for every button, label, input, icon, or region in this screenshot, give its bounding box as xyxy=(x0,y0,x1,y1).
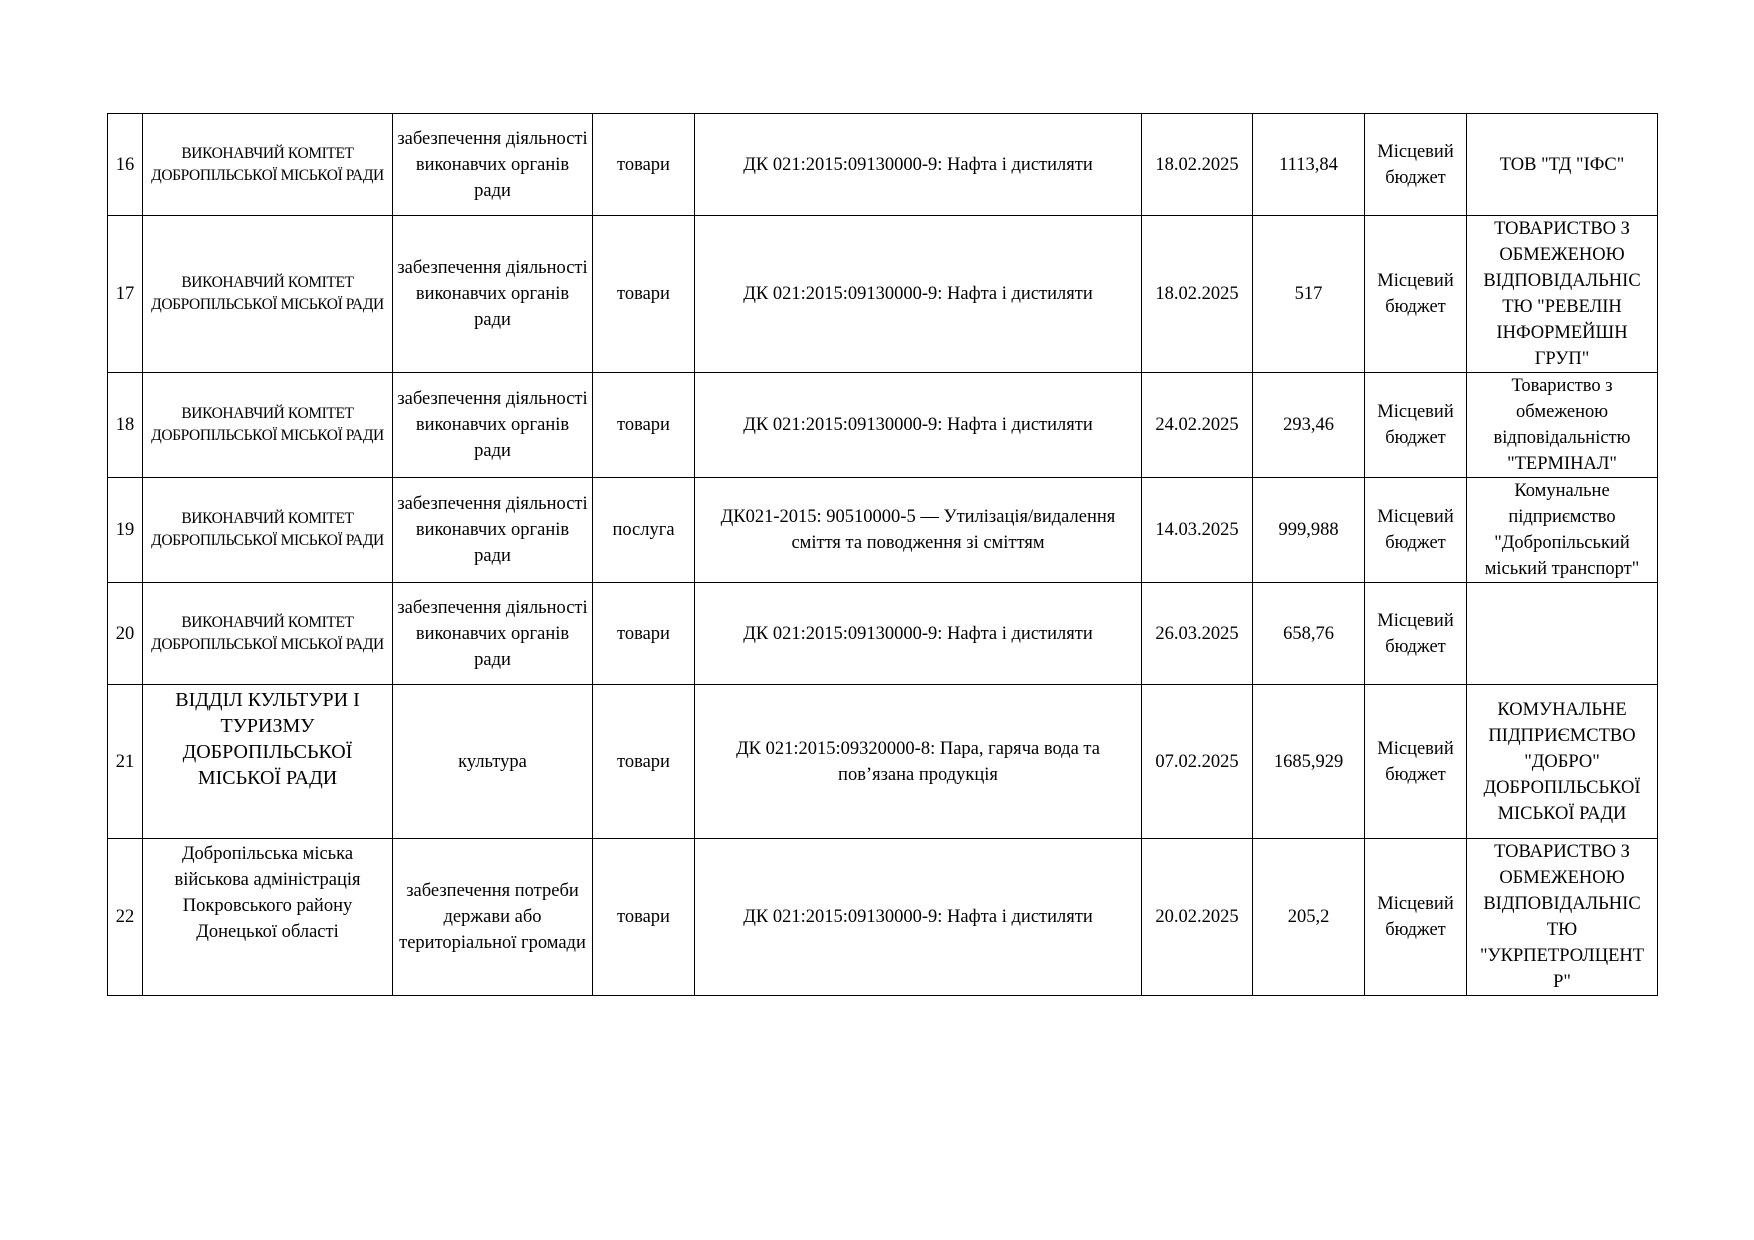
customer-cell xyxy=(143,583,393,685)
subject-cell: ДК021-2015: 90510000-5 — Утилізація/видалення сміття та поводження зі сміттям xyxy=(695,478,1142,583)
procurement-type-cell: послуга xyxy=(593,478,695,583)
date-cell: 24.02.2025 xyxy=(1142,373,1253,478)
funding-source-cell: Місцевий бюджет xyxy=(1365,839,1467,996)
date-cell: 20.02.2025 xyxy=(1142,839,1253,996)
amount-cell: 205,2 xyxy=(1253,839,1365,996)
row-number: 21 xyxy=(108,685,143,839)
funding-source-cell: Місцевий бюджет xyxy=(1365,478,1467,583)
row-number: 22 xyxy=(108,839,143,996)
purpose-cell: забезпечення потреби держави або територіальної громади xyxy=(393,839,593,996)
customer-name: ВИКОНАВЧИЙ КОМІТЕТ ДОБРОПІЛЬСЬКОЇ МІСЬКОЇ РАДИ xyxy=(151,613,384,653)
subject-cell: ДК 021:2015:09130000-9: Нафта і дистиляти xyxy=(695,216,1142,373)
procurement-type-cell: товари xyxy=(593,685,695,839)
date-cell: 07.02.2025 xyxy=(1142,685,1253,839)
customer-name: ВИКОНАВЧИЙ КОМІТЕТ ДОБРОПІЛЬСЬКОЇ МІСЬКОЇ РАДИ xyxy=(151,405,384,444)
customer-name: ВИКОНАВЧИЙ КОМІТЕТ ДОБРОПІЛЬСЬКОЇ МІСЬКОЇ РАДИ xyxy=(151,274,384,313)
row-number: 19 xyxy=(108,478,143,583)
amount-cell: 293,46 xyxy=(1253,373,1365,478)
table-row xyxy=(108,373,1658,478)
funding-source-cell: Місцевий бюджет xyxy=(1365,583,1467,685)
purpose-cell: забезпечення діяльності виконавчих органів ради xyxy=(393,114,593,216)
supplier-cell xyxy=(1467,583,1658,685)
customer-name: ВИКОНАВЧИЙ КОМІТЕТ ДОБРОПІЛЬСЬКОЇ МІСЬКОЇ РАДИ xyxy=(151,144,384,184)
subject-cell: ДК 021:2015:09320000-8: Пара, гаряча вода та пов’язана продукція xyxy=(695,685,1142,839)
customer-cell xyxy=(143,373,393,478)
table-row xyxy=(108,583,1658,685)
purpose-cell: забезпечення діяльності виконавчих органів ради xyxy=(393,478,593,583)
procurement-type-cell: товари xyxy=(593,583,695,685)
row-number: 16 xyxy=(108,114,143,216)
funding-source-cell: Місцевий бюджет xyxy=(1365,216,1467,373)
procurement-type-cell: товари xyxy=(593,373,695,478)
date-cell: 26.03.2025 xyxy=(1142,583,1253,685)
subject-cell: ДК 021:2015:09130000-9: Нафта і дистиляти xyxy=(695,839,1142,996)
amount-cell: 1113,84 xyxy=(1253,114,1365,216)
row-number: 20 xyxy=(108,583,143,685)
funding-source-cell: Місцевий бюджет xyxy=(1365,373,1467,478)
customer-name: ВИКОНАВЧИЙ КОМІТЕТ ДОБРОПІЛЬСЬКОЇ МІСЬКОЇ РАДИ xyxy=(151,510,384,549)
purpose-cell: забезпечення діяльності виконавчих органів ради xyxy=(393,583,593,685)
subject-cell: ДК 021:2015:09130000-9: Нафта і дистиляти xyxy=(695,373,1142,478)
table-row xyxy=(108,114,1658,216)
purpose-cell: культура xyxy=(393,685,593,839)
table-row xyxy=(108,216,1658,373)
table-row xyxy=(108,685,1658,839)
supplier-cell: КОМУНАЛЬНЕ ПІДПРИЄМСТВО "ДОБРО" ДОБРОПІЛЬСЬКОЇ МІСЬКОЇ РАДИ xyxy=(1467,685,1658,839)
amount-cell: 517 xyxy=(1253,216,1365,373)
purpose-cell: забезпечення діяльності виконавчих органів ради xyxy=(393,216,593,373)
customer-cell xyxy=(143,114,393,216)
customer-name: ВІДДІЛ КУЛЬТУРИ І ТУРИЗМУ ДОБРОПІЛЬСЬКОЇ МІСЬКОЇ РАДИ xyxy=(175,689,360,789)
funding-source-cell: Місцевий бюджет xyxy=(1365,114,1467,216)
customer-cell xyxy=(143,685,393,839)
customer-cell xyxy=(143,839,393,996)
amount-cell: 1685,929 xyxy=(1253,685,1365,839)
customer-cell xyxy=(143,216,393,373)
funding-source-cell: Місцевий бюджет xyxy=(1365,685,1467,839)
customer-cell xyxy=(143,478,393,583)
date-cell: 14.03.2025 xyxy=(1142,478,1253,583)
supplier-cell: Комунальне підприємство "Добропільський міський транспорт" xyxy=(1467,478,1658,583)
supplier-cell: ТОВАРИСТВО З ОБМЕЖЕНОЮ ВІДПОВІДАЛЬНІС ТЮ "УКРПЕТРОЛЦЕНТ Р" xyxy=(1467,839,1658,996)
procurement-type-cell: товари xyxy=(593,216,695,373)
row-number: 17 xyxy=(108,216,143,373)
table-row xyxy=(108,478,1658,583)
date-cell: 18.02.2025 xyxy=(1142,216,1253,373)
procurement-table xyxy=(107,113,1658,996)
supplier-cell: ТОВАРИСТВО З ОБМЕЖЕНОЮ ВІДПОВІДАЛЬНІС ТЮ "РЕВЕЛІН ІНФОРМЕЙШН ГРУП" xyxy=(1467,216,1658,373)
date-cell: 18.02.2025 xyxy=(1142,114,1253,216)
table-row xyxy=(108,839,1658,996)
subject-cell: ДК 021:2015:09130000-9: Нафта і дистиляти xyxy=(695,583,1142,685)
customer-name: Добропільська міська військова адміністрація Покровського району Донецької області xyxy=(174,844,361,942)
purpose-cell: забезпечення діяльності виконавчих органів ради xyxy=(393,373,593,478)
amount-cell: 658,76 xyxy=(1253,583,1365,685)
subject-cell: ДК 021:2015:09130000-9: Нафта і дистиляти xyxy=(695,114,1142,216)
procurement-type-cell: товари xyxy=(593,839,695,996)
supplier-cell: ТОВ "ТД "ІФС" xyxy=(1467,114,1658,216)
amount-cell: 999,988 xyxy=(1253,478,1365,583)
row-number: 18 xyxy=(108,373,143,478)
procurement-type-cell: товари xyxy=(593,114,695,216)
supplier-cell: Товариство з обмеженою відповідальністю "ТЕРМІНАЛ" xyxy=(1467,373,1658,478)
